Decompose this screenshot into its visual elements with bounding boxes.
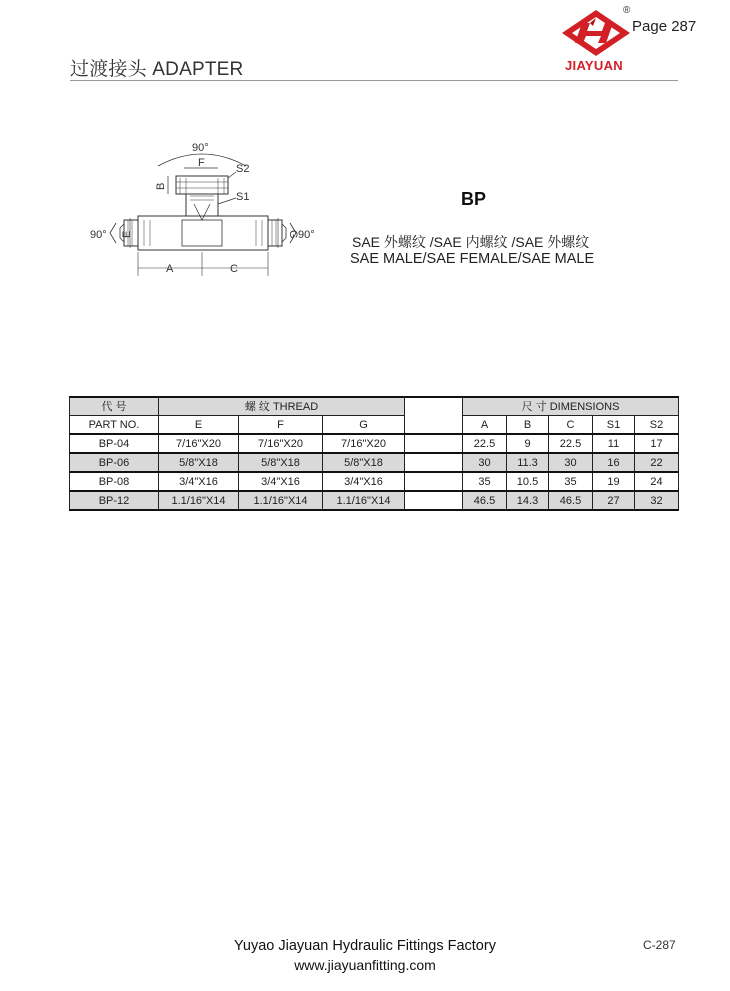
cell: 7/16"X20 [159, 434, 239, 453]
table-row [70, 453, 679, 472]
dim-c-label: C [230, 263, 238, 275]
cell: 14.3 [507, 491, 549, 510]
col-header: S2 [635, 416, 679, 435]
group-part-header: 代 号 [70, 397, 159, 416]
factory-name-text: Yuyao Jiayuan Hydraulic Fittings Factory [234, 938, 496, 954]
cell: 11.3 [507, 453, 549, 472]
table-group-header [70, 397, 679, 416]
cell: 32 [635, 491, 679, 510]
cell: 22.5 [463, 434, 507, 453]
footer-page-code: C-287 [643, 938, 676, 952]
dim-e-label: E [121, 230, 133, 238]
cell: 22.5 [549, 434, 593, 453]
cell: 1.1/16"X14 [239, 491, 323, 510]
registered-mark: ® [623, 5, 631, 16]
spec-table [69, 396, 679, 511]
cell: 1.1/16"X14 [323, 491, 405, 510]
angle-left-label: 90° [90, 229, 107, 241]
cell: 7/16"X20 [239, 434, 323, 453]
header-divider [70, 80, 678, 81]
brand-name: JIAYUAN [565, 58, 623, 73]
dim-b-label: B [155, 182, 167, 190]
product-description-en: SAE MALE/SAE FEMALE/SAE MALE [350, 251, 595, 267]
col-header: PART NO. [70, 416, 159, 435]
footer-factory-name [0, 938, 730, 954]
page-title: 过渡接头 ADAPTER [70, 59, 244, 80]
cell: 27 [593, 491, 635, 510]
angle-right-label: 90° [298, 229, 315, 241]
cell: 5/8"X18 [323, 453, 405, 472]
footer-website: www.jiayuanfitting.com [294, 957, 436, 973]
table-column-header [70, 416, 679, 435]
cell: 24 [635, 472, 679, 491]
cell: 35 [463, 472, 507, 491]
group-dimensions-header: 尺 寸 DIMENSIONS [463, 397, 679, 416]
cell: BP-04 [70, 434, 159, 453]
cell: 16 [593, 453, 635, 472]
cell: 1.1/16"X14 [159, 491, 239, 510]
cell: BP-08 [70, 472, 159, 491]
tee-adapter-drawing [86, 138, 326, 278]
col-header: G [323, 416, 405, 435]
cell: 7/16"X20 [323, 434, 405, 453]
cell: 17 [635, 434, 679, 453]
cell: 9 [507, 434, 549, 453]
angle-top-label: 90° [192, 142, 209, 154]
col-header: C [549, 416, 593, 435]
table-row [70, 491, 679, 510]
page-number: Page 287 [632, 18, 697, 35]
cell: 46.5 [549, 491, 593, 510]
cell: BP-06 [70, 453, 159, 472]
table-row [70, 472, 679, 491]
col-header: F [239, 416, 323, 435]
cell: 22 [635, 453, 679, 472]
cell: 11 [593, 434, 635, 453]
jiayuan-logo-icon [560, 8, 632, 58]
cell: 3/4"X16 [239, 472, 323, 491]
cell: 30 [463, 453, 507, 472]
cell: 10.5 [507, 472, 549, 491]
dim-g-label: G [287, 230, 299, 239]
cell: 35 [549, 472, 593, 491]
group-thread-header: 螺 纹 THREAD [159, 397, 405, 416]
cell: 19 [593, 472, 635, 491]
cell: 5/8"X18 [239, 453, 323, 472]
dim-s2-label: S2 [236, 163, 250, 175]
col-header: A [463, 416, 507, 435]
cell: BP-12 [70, 491, 159, 510]
product-model: BP [461, 189, 487, 209]
table-row [70, 434, 679, 453]
col-header: B [507, 416, 549, 435]
cell: 3/4"X16 [159, 472, 239, 491]
col-header: E [159, 416, 239, 435]
cell: 5/8"X18 [159, 453, 239, 472]
dim-f-label: F [198, 157, 205, 169]
col-header: S1 [593, 416, 635, 435]
cell: 46.5 [463, 491, 507, 510]
dim-s1-label: S1 [236, 191, 250, 203]
cell: 30 [549, 453, 593, 472]
dim-a-label: A [166, 263, 174, 275]
product-description-cn: SAE 外螺纹 /SAE 内螺纹 /SAE 外螺纹 [352, 234, 590, 250]
cell: 3/4"X16 [323, 472, 405, 491]
